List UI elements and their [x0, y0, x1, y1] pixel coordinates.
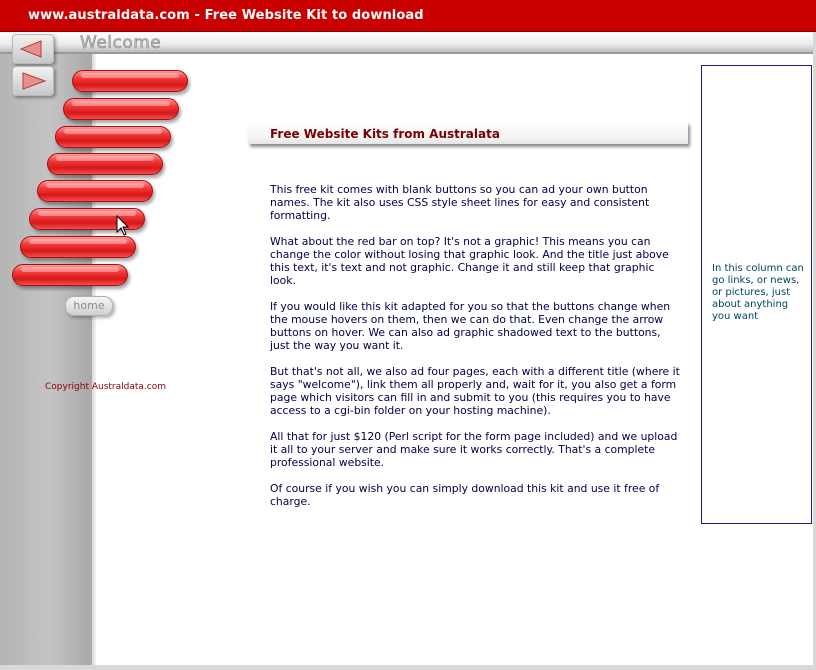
nav-button-4[interactable]: [47, 153, 163, 175]
nav-button-2[interactable]: [63, 98, 179, 120]
paragraph-5: All that for just $120 (Perl script for the form page included) and we upload it all to your server and make sure it works correctly. That's a complete professional website.: [270, 430, 678, 469]
bottom-window-edge: [0, 665, 816, 670]
nav-button-5[interactable]: [37, 180, 153, 202]
nav-button-7[interactable]: [20, 236, 136, 258]
content-heading-bar: [248, 122, 688, 144]
main-content: [270, 183, 682, 521]
paragraph-1: This free kit comes with blank buttons so you can ad your own button names. The kit also uses CSS style sheet lines for easy and consistent formatting.: [270, 183, 650, 222]
paragraph-3: If you would like this kit adapted for you so that the buttons change when the mouse hovers on them, then we can do that. Even change the arrow buttons on hover. We can also ad graphic shadowed text to the buttons, just the way you want it.: [270, 300, 671, 352]
paragraph-2: What about the red bar on top? It's not a graphic! This means you can change the color without losing that graphic look. And the title just above this text, it's text and not graphic. Change it and still keep that graphic look.: [270, 235, 669, 287]
right-column-text: In this column can go links, or news, or pictures, just about anything you want: [712, 263, 804, 322]
forward-arrow-button[interactable]: [12, 66, 54, 96]
copyright-text: Copyright Australdata.com: [45, 382, 166, 392]
left-arrow-icon: [13, 35, 53, 63]
right-arrow-icon: [13, 67, 53, 95]
welcome-title: Welcome: [80, 33, 162, 53]
site-title: www.australdata.com - Free Website Kit to download: [28, 8, 424, 23]
paragraph-6: Of course if you wish you can simply download this kit and use it free of charge.: [270, 482, 660, 508]
mouse-cursor-icon: [116, 215, 130, 237]
nav-button-1[interactable]: [72, 70, 188, 92]
paragraph-4: But that's not all, we also ad four pages, each with a different title (where it says "welcome"), link them all properly and, wait for it, you also get a form page which visitors can fill in and submit to you (this requires you to have access to a cgi-bin folder on your hosting machine).: [270, 365, 680, 417]
content-heading: Free Website Kits from Australata: [270, 127, 500, 141]
right-column: [701, 65, 812, 524]
nav-button-3[interactable]: [55, 126, 171, 148]
back-arrow-button[interactable]: [12, 34, 54, 64]
home-button[interactable]: home: [65, 296, 113, 316]
top-title-bar: [0, 0, 816, 32]
nav-button-8[interactable]: [12, 264, 128, 286]
